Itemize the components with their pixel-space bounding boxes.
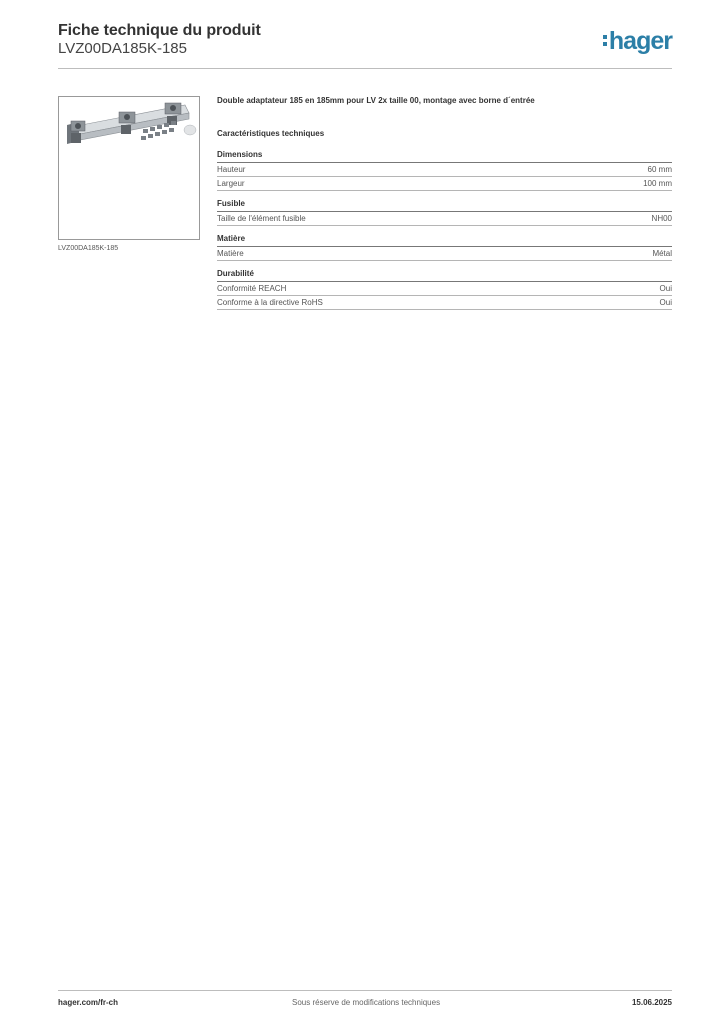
spec-group-title: Dimensions — [217, 150, 672, 163]
spec-group-fusible — [217, 199, 672, 226]
spec-label: Largeur — [217, 179, 245, 188]
spec-row — [217, 296, 672, 310]
spec-row — [217, 177, 672, 191]
product-reference: LVZ00DA185K-185 — [58, 40, 187, 57]
spec-row — [217, 247, 672, 261]
spec-group-dimensions — [217, 150, 672, 191]
spec-group-title: Durabilité — [217, 269, 672, 282]
spec-label: Taille de l'élément fusible — [217, 214, 306, 223]
page-title: Fiche technique du produit — [58, 22, 261, 39]
spec-row — [217, 212, 672, 226]
spec-group-durabilite — [217, 269, 672, 310]
spec-label: Hauteur — [217, 165, 246, 174]
spec-row — [217, 163, 672, 177]
image-caption: LVZ00DA185K-185 — [58, 245, 119, 252]
spec-value: 60 mm — [647, 165, 672, 174]
spec-label: Matière — [217, 249, 244, 258]
logo-dots-icon — [603, 35, 607, 49]
busbar-adapter-illustration — [59, 97, 199, 239]
spec-content — [217, 96, 672, 318]
hager-logo[interactable] — [603, 27, 672, 56]
spec-group-matiere — [217, 234, 672, 261]
spec-value: Oui — [659, 284, 672, 293]
header-divider — [58, 68, 672, 69]
logo-text: hager — [608, 27, 672, 55]
footer-disclaimer: Sous réserve de modifications techniques — [292, 998, 441, 1007]
product-description: Double adaptateur 185 en 185mm pour LV 2x taille 00, montage avec borne d´entrée — [217, 96, 535, 105]
footer-divider — [58, 990, 672, 991]
spec-value: 100 mm — [643, 179, 672, 188]
specs-heading: Caractéristiques techniques — [217, 129, 325, 138]
spec-group-title: Matière — [217, 234, 672, 247]
spec-value: Oui — [659, 298, 672, 307]
spec-value: Métal — [652, 249, 672, 258]
product-image — [58, 96, 200, 240]
footer-date: 15.06.2025 — [631, 998, 672, 1007]
footer-website-link[interactable]: hager.com/fr-ch — [58, 998, 119, 1007]
spec-group-title: Fusible — [217, 199, 672, 212]
spec-value: NH00 — [651, 214, 672, 223]
spec-label: Conforme à la directive RoHS — [217, 298, 323, 307]
spec-label: Conformité REACH — [217, 284, 287, 293]
spec-row — [217, 282, 672, 296]
